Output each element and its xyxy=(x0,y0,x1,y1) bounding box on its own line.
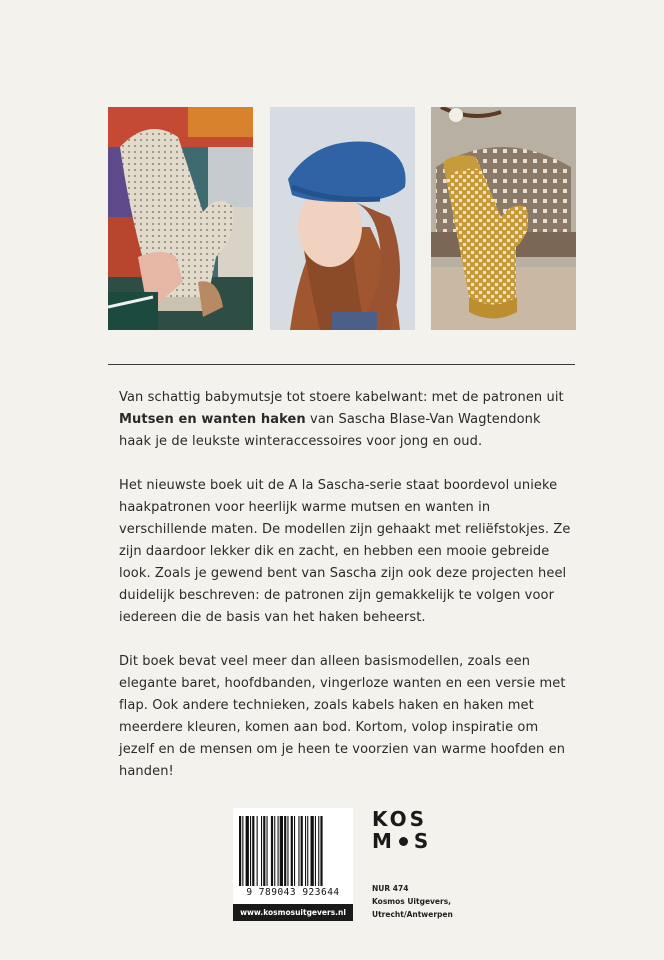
barcode-bar xyxy=(252,816,254,886)
barcode-bar xyxy=(257,816,258,886)
website-url: www.kosmosuitgevers.nl xyxy=(233,904,353,921)
nur-code: NUR 474 xyxy=(372,884,409,893)
logo-row-1: KOS xyxy=(372,807,428,831)
barcode-bar xyxy=(291,816,293,886)
paragraph-1: Van schattig babymutsje tot stoere kabelwant: met de patronen uit Mutsen en wanten haken van Sascha Blase-Van Wagtendonk haak je de leukste winteraccessoires voor jong en oud. xyxy=(119,390,564,449)
barcode-bar xyxy=(250,816,251,886)
barcode-bar xyxy=(301,816,303,886)
beret-photo xyxy=(270,107,415,330)
mitten-photo xyxy=(108,107,253,330)
isbn-digits: 9 789043 923644 xyxy=(246,887,340,898)
book-title: Mutsen en wanten haken xyxy=(119,412,306,427)
barcode-bar xyxy=(261,816,262,886)
barcode-bar xyxy=(267,816,268,886)
barcode-bar xyxy=(294,816,295,886)
barcode-bar xyxy=(280,816,283,886)
barcode-bar xyxy=(239,816,241,886)
mitten-hat-photo xyxy=(431,107,576,330)
barcode-bar xyxy=(246,816,249,886)
publisher-city: Utrecht/Antwerpen xyxy=(372,910,453,919)
barcode-bar xyxy=(315,816,316,886)
barcode-bar xyxy=(284,816,286,886)
barcode-bar xyxy=(311,816,314,886)
kosmos-logo xyxy=(372,808,436,852)
publisher-info xyxy=(372,882,522,921)
paragraph-2: Het nieuwste boek uit de A la Sascha-serie staat boordevol unieke haakpatronen voor heerlijk warme mutsen en wanten in verschillende maten. De modellen zijn gehaakt met reliëfstokjes. Ze zijn daardoor lekker dik en zacht, en hebben een mooie gebreide look. Zoals je gewend bent van Sascha zijn ook deze projecten heel duidelijk beschreven: de patronen zijn gemakkelijk te volgen voor iedereen die de basis van het haken beheerst. xyxy=(119,478,571,625)
description-text xyxy=(119,387,574,805)
barcode xyxy=(233,808,353,921)
barcode-bar xyxy=(271,816,273,886)
barcode-bar xyxy=(318,816,319,886)
logo-row-2: M S xyxy=(372,829,432,853)
paragraph-3: Dit boek bevat veel meer dan alleen basismodellen, zoals een elegante baret, hoofdbanden, vingerloze wanten en een versie met flap. Ook andere technieken, zoals kabels haken en haken met meerdere kleuren, komen aan bod. Kortom, volop inspiratie om jezelf en de mensen om je heen te voorzien van warme hoofden en handen! xyxy=(119,654,566,779)
barcode-bar xyxy=(305,816,306,886)
barcode-bar xyxy=(298,816,299,886)
barcode-bar xyxy=(278,816,279,886)
barcode-bar xyxy=(242,816,243,886)
barcode-bars xyxy=(237,816,349,886)
barcode-bar xyxy=(307,816,308,886)
divider-line xyxy=(108,364,575,365)
barcode-bar xyxy=(287,816,288,886)
logo-dot-icon xyxy=(399,837,408,846)
barcode-bar xyxy=(320,816,322,886)
barcode-bar xyxy=(263,816,265,886)
barcode-bar xyxy=(274,816,275,886)
publisher-name: Kosmos Uitgevers, xyxy=(372,897,452,906)
